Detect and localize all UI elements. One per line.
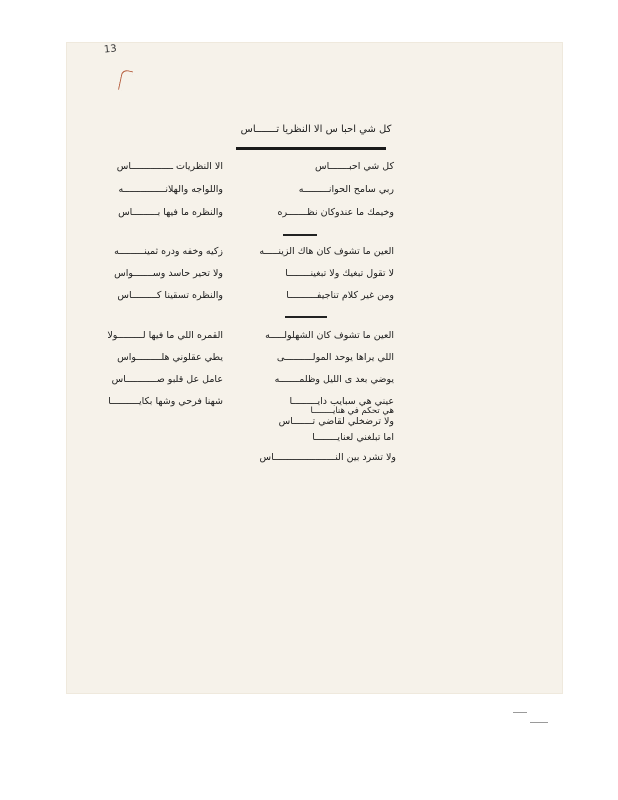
page-number: 13 [103, 43, 118, 56]
stanza-3-line-2-right: اللي يراها يوحد المولــــــــــى [276, 352, 394, 363]
poem-closing-line: ولا تشرد بين النــــــــــــــــــــــاس [259, 452, 396, 463]
stanza-3-line-1-right: العين ما تشوف كان الشهلولـــــه [265, 330, 394, 341]
faint-mark [530, 722, 548, 723]
stanza-3-line-7-right: اما تبلغني لعنايــــــــا [312, 432, 394, 443]
stanza-2-line-1-left: زكيه وخفه ودره ثمينـــــــــه [114, 246, 223, 257]
stanza-3-line-3-left: عامل عل قلبو صـــــــــــاس [111, 374, 223, 385]
stanza-divider [285, 316, 327, 318]
stanza-3-line-5-right: هي تحكم في هنايــــــــا [310, 406, 394, 416]
stanza-3-line-2-left: يطي عقلوني هلـــــــــواس [117, 352, 223, 363]
stanza-3-line-1-left: القمره اللي ما فيها لـــــــــولا [107, 330, 223, 341]
stanza-2-line-1-right: العين ما تشوف كان هاك الزينـــــه [259, 246, 394, 257]
stanza-1-line-1-left: الا النظريات ـــــــــــــــاس [116, 161, 223, 172]
stanza-1-line-2-left: واللواجه والهلانـــــــــــــــه [118, 184, 223, 195]
stanza-divider [283, 234, 317, 236]
stanza-1-line-3-left: والنظره ما فيها بـــــــــاس [118, 207, 223, 218]
stanza-3-line-4-left: شهنا فرحي وشها بكايــــــــــا [108, 396, 223, 407]
stanza-2-line-2-right: لا تقول تبغيك ولا تبغينــــــــا [285, 268, 394, 279]
stanza-1-line-2-right: ربي سامح الحوانـــــــــه [298, 184, 394, 195]
paper-sheet [66, 42, 563, 694]
stanza-3-line-4-right: عيني هي سبايب دايـــــــــا [289, 396, 394, 407]
stanza-2-line-2-left: ولا تحير حاسد وســـــــواس [114, 268, 223, 279]
stanza-1-line-1-right: كل شي احبـــــــاس [315, 161, 394, 172]
stanza-3-line-3-right: يوضي بعد ى الليل وظلمـــــــه [274, 374, 394, 385]
stanza-1-line-3-right: وخيمك ما عندوكان نظـــــــره [277, 207, 394, 218]
stanza-3-line-6-right: ولا ترضخلي لقاضي تـــــــاس [278, 416, 394, 427]
poem-title: كل شي احبا س الا النظريا تـــــــاس [240, 124, 392, 135]
stanza-2-line-3-left: والنظره تسقينا كـــــــــاس [117, 290, 223, 301]
stanza-2-line-3-right: ومن غير كلام تناجيفــــــــــا [286, 290, 394, 301]
faint-mark [513, 712, 527, 713]
title-underline [236, 147, 386, 150]
